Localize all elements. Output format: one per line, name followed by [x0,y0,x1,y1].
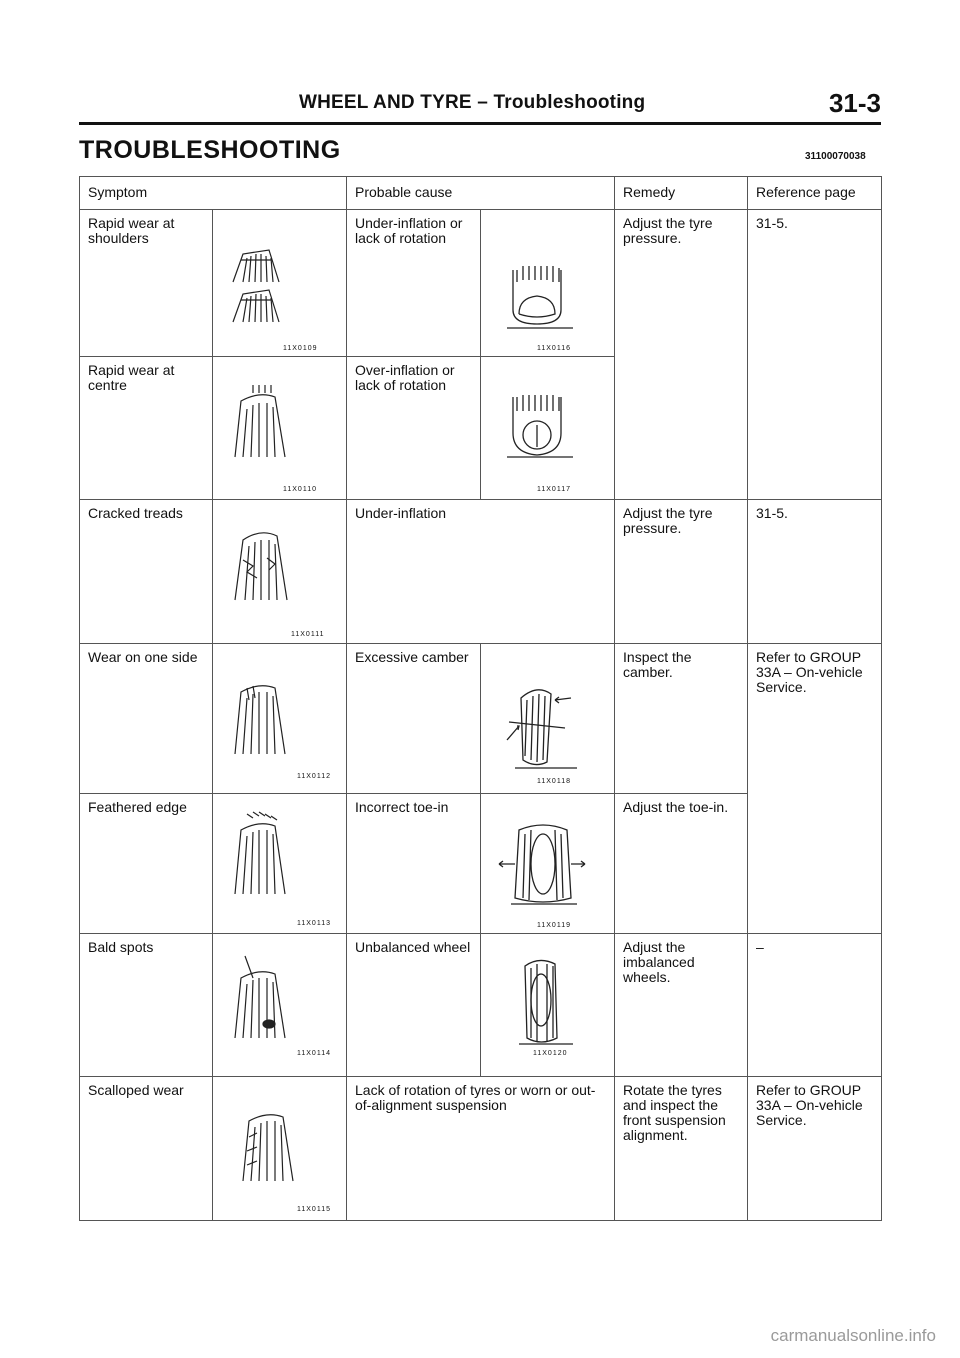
cause-cell: Excessive camber [347,644,481,794]
symptom-figure-cell [213,644,347,794]
figure-id: 11X0114 [297,1050,331,1057]
table-header-row [80,177,882,210]
remedy-cell: Rotate the tyres and inspect the front suspension alignment. [615,1077,748,1221]
symptom-figure-cell [213,1077,347,1221]
reference-cell: – [748,934,882,1077]
remedy-cell: Adjust the toe-in. [615,794,748,934]
symptom-figure-cell [213,210,347,357]
section-title: TROUBLESHOOTING [79,136,341,164]
symptom-cell: Wear on one side [80,644,213,794]
cause-cell: Over-inflation or lack of rotation [347,357,481,500]
underinflated-tyre-section-illustration [481,210,615,357]
cause-figure-cell [481,210,615,357]
cause-figure-cell [481,934,615,1077]
cause-cell: Under-inflation or lack of rotation [347,210,481,357]
symptom-cell: Rapid wear at centre [80,357,213,500]
column-header-symptom: Symptom [80,177,347,210]
figure-id: 11X0113 [297,920,331,927]
figure-id: 11X0119 [537,922,571,929]
table-row [80,500,882,644]
scalloped-wear-tyre-illustration [213,1077,347,1221]
watermark: carmanualsonline.info [770,1326,936,1345]
overinflated-tyre-section-illustration [481,357,615,500]
symptom-cell: Bald spots [80,934,213,1077]
figure-id: 11X0109 [283,345,318,352]
reference-cell: 31-5. [748,500,882,644]
reference-cell: Refer to GROUP 33A – On-vehicle Service. [748,644,882,934]
table-row [80,934,882,1077]
header-title: WHEEL AND TYRE – Troubleshooting [299,92,646,113]
toe-in-wheel-illustration [481,794,615,934]
cause-cell: Lack of rotation of tyres or worn or out-of-alignment suspension [347,1077,615,1221]
reference-cell: Refer to GROUP 33A – On-vehicle Service. [748,1077,882,1221]
document-code: 31100070038 [805,151,866,162]
cause-cell: Unbalanced wheel [347,934,481,1077]
reference-cell: 31-5. [748,210,882,500]
remedy-cell: Inspect the camber. [615,644,748,794]
cause-figure-cell [481,794,615,934]
remedy-cell: Adjust the tyre pressure. [615,500,748,644]
figure-id: 11X0110 [283,486,317,493]
cause-cell: Incorrect toe-in [347,794,481,934]
figure-id: 11X0117 [537,486,571,493]
figure-id: 11X0115 [297,1206,331,1213]
feathered-edge-tyre-illustration [213,794,347,934]
figure-id: 11X0112 [297,773,331,780]
figure-id: 11X0118 [537,778,571,785]
table-row [80,1077,882,1221]
remedy-cell: Adjust the imbalanced wheels. [615,934,748,1077]
remedy-cell: Adjust the tyre pressure. [615,210,748,500]
table-row [80,210,882,357]
symptom-cell: Feathered edge [80,794,213,934]
tyre-centre-wear-illustration [213,357,347,500]
page-number: 31-3 [828,88,881,118]
figure-id: 11X0116 [537,345,571,352]
cause-figure-cell [481,357,615,500]
symptom-figure-cell [213,794,347,934]
cracked-tread-tyre-illustration [213,500,347,644]
symptom-figure-cell [213,357,347,500]
cause-figure-cell [481,644,615,794]
troubleshooting-table [79,176,882,1221]
column-header-probable-cause: Probable cause [347,177,615,210]
symptom-cell: Rapid wear at shoulders [80,210,213,357]
symptom-figure-cell [213,500,347,644]
figure-id: 11X0120 [533,1050,568,1057]
tyre-shoulder-wear-illustration [213,210,347,357]
page-header [79,88,881,125]
cause-cell: Under-inflation [347,500,615,644]
column-header-remedy: Remedy [615,177,748,210]
camber-wheel-illustration [481,644,615,794]
table-row [80,644,882,794]
figure-id: 11X0111 [291,631,325,638]
column-header-reference-page: Reference page [748,177,882,210]
symptom-figure-cell [213,934,347,1077]
symptom-cell: Cracked treads [80,500,213,644]
symptom-cell: Scalloped wear [80,1077,213,1221]
